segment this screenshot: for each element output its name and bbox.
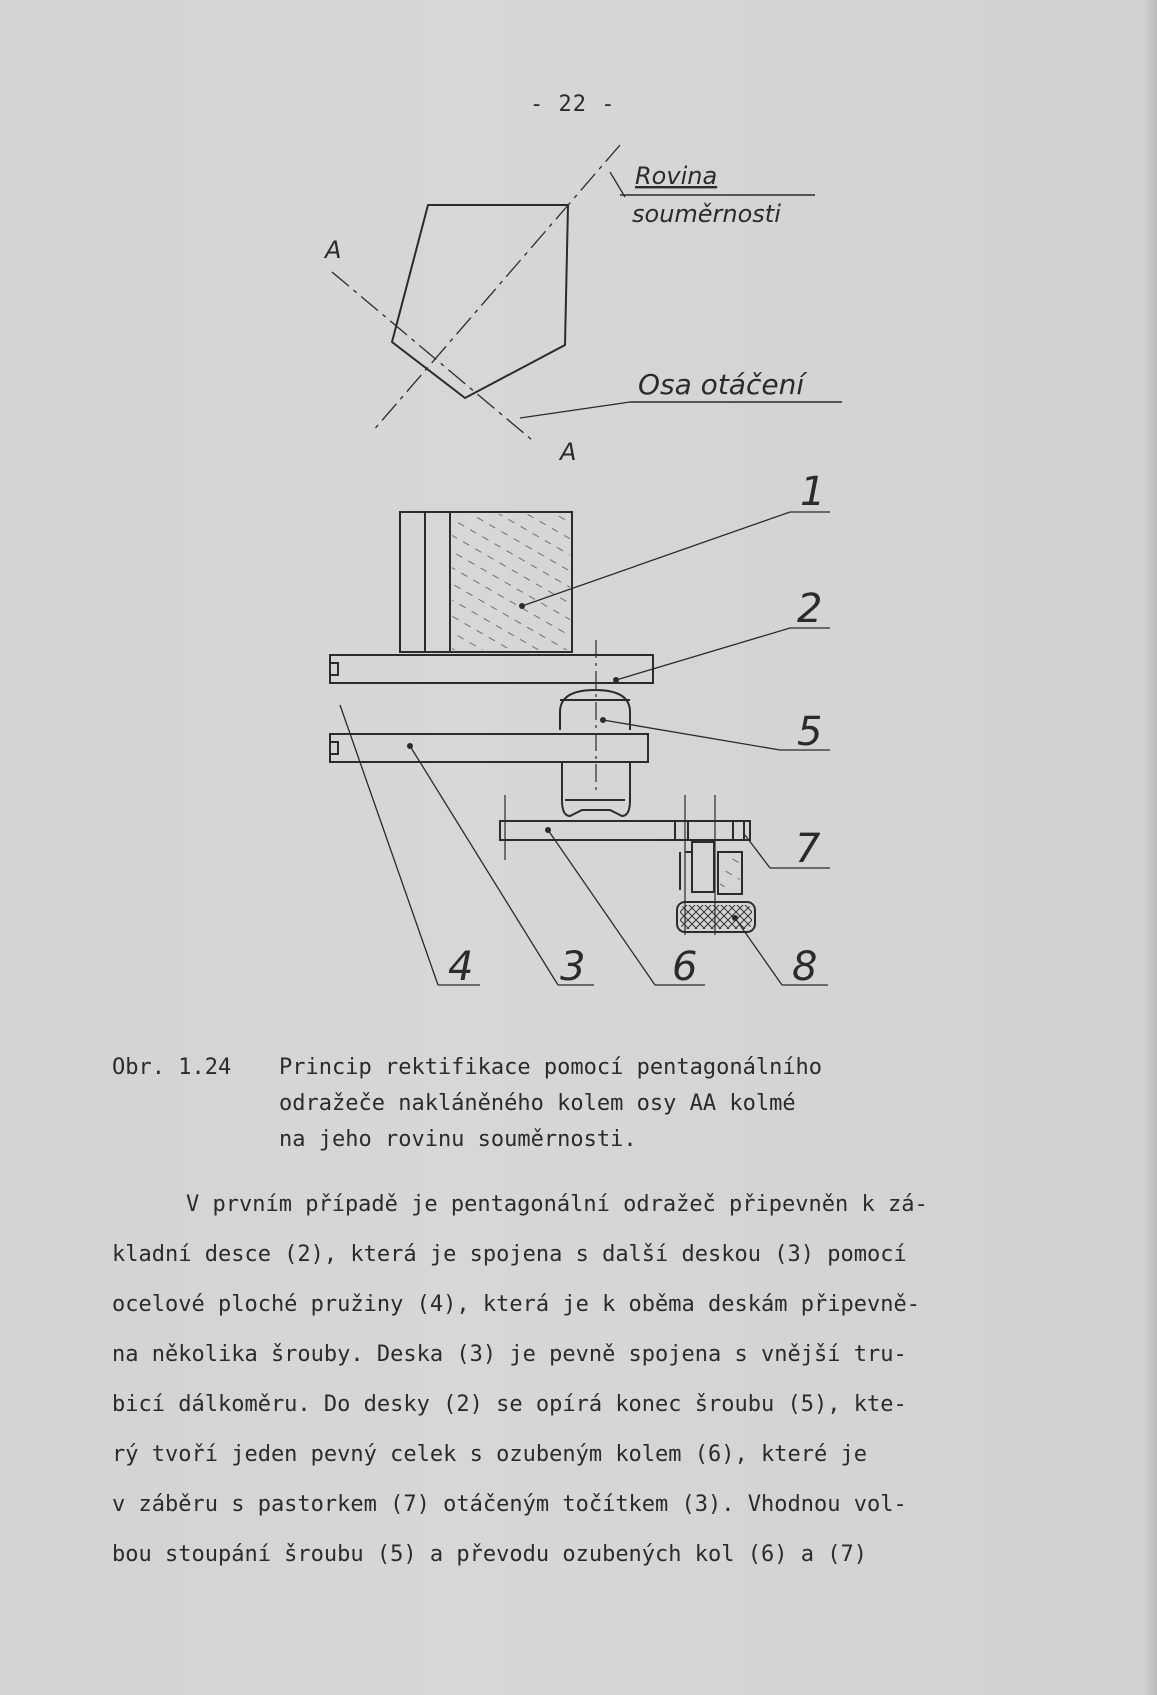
body-line: kladní desce (2), která je spojena s další deskou (3) pomocí <box>112 1242 907 1267</box>
part-number-5: 5 <box>797 709 823 755</box>
caption-text <box>279 1050 999 1158</box>
section-label-top: A <box>325 236 342 264</box>
body-line: V prvním případě je pentagonální odražeč připevněn k zá- <box>186 1192 928 1217</box>
part-number-1: 1 <box>800 469 826 515</box>
axis-label: Osa otáčení <box>638 368 805 401</box>
body-line: bou stoupání šroubu (5) a převodu ozubených kol (6) a (7) <box>112 1542 867 1567</box>
body-line: rý tvoří jeden pevný celek s ozubeným kolem (6), které je <box>112 1442 867 1467</box>
body-line: ocelové ploché pružiny (4), která je k oběma deskám připevně- <box>112 1292 920 1317</box>
part-number-4: 4 <box>448 944 474 990</box>
caption-label: Obr. 1.24 <box>112 1055 232 1080</box>
plane-label-line2: souměrnosti <box>632 200 781 228</box>
body-paragraph <box>112 1180 1042 1580</box>
leader-lines <box>340 512 830 985</box>
part-number-6: 6 <box>672 944 698 990</box>
part-number-3: 3 <box>560 944 586 990</box>
plane-label-line1: Rovina <box>635 162 718 190</box>
part-number-8: 8 <box>792 944 818 990</box>
part-number-7: 7 <box>795 826 821 872</box>
section-label-bottom: A <box>560 438 577 466</box>
caption-line: na jeho rovinu souměrnosti. <box>279 1127 637 1152</box>
mechanism-section <box>330 512 755 935</box>
body-line: na několika šrouby. Deska (3) je pevně spojena s vnější tru- <box>112 1342 907 1367</box>
caption-line: Princip rektifikace pomocí pentagonálního <box>279 1055 823 1080</box>
part-number-2: 2 <box>797 586 823 632</box>
body-line: bicí dálkoměru. Do desky (2) se opírá konec šroubu (5), kte- <box>112 1392 907 1417</box>
body-line: v záběru s pastorkem (7) otáčeným točítkem (3). Vhodnou vol- <box>112 1492 907 1517</box>
caption-line: odražeče nakláněného kolem osy AA kolmé <box>279 1091 796 1116</box>
page-number: - 22 - <box>530 92 616 117</box>
